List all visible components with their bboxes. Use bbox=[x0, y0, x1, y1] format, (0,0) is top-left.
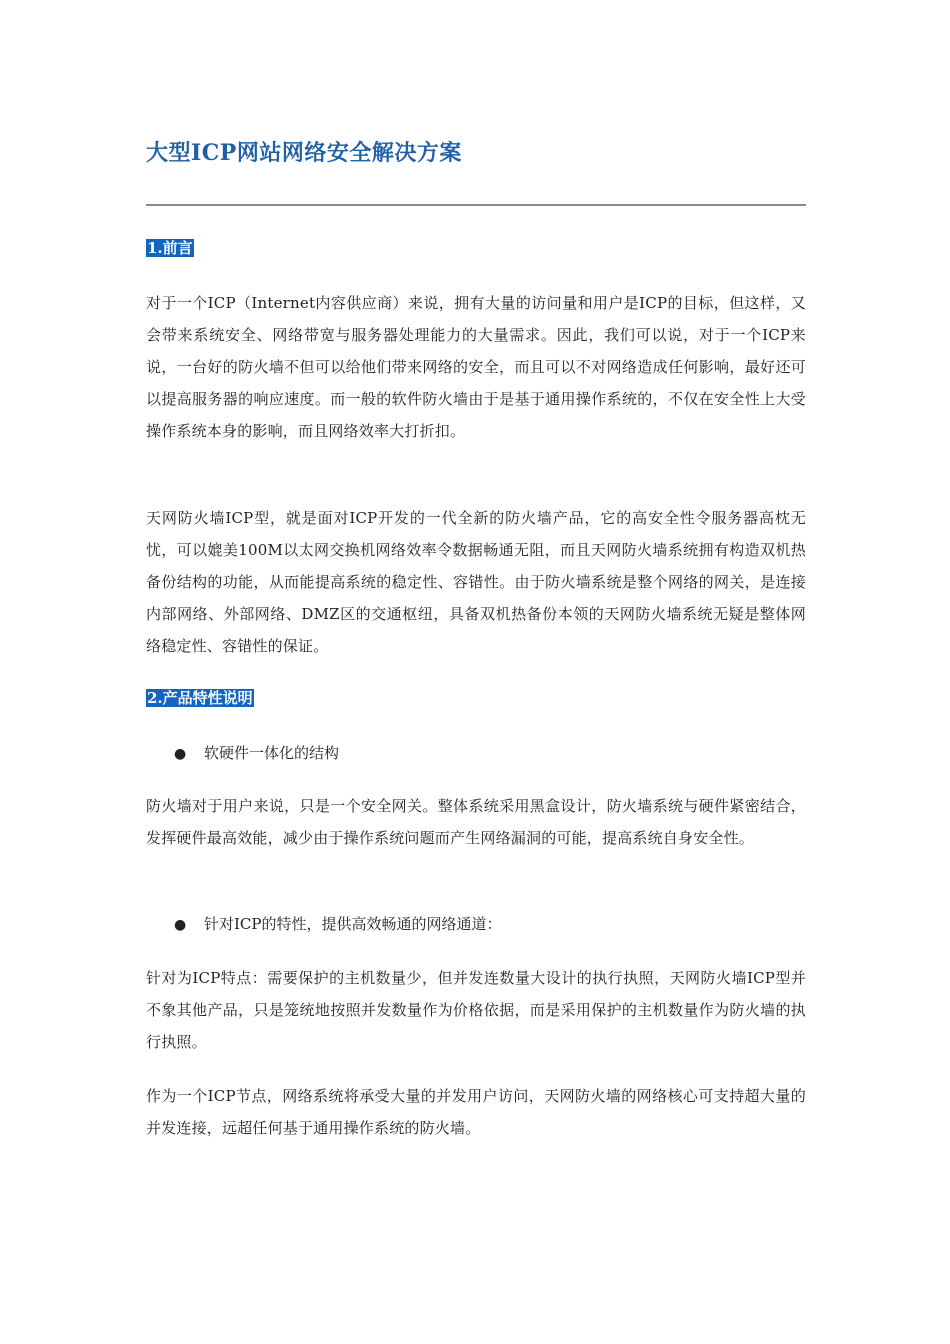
section-heading-preface bbox=[146, 238, 194, 258]
feature-bullet-2-text: 针对ICP的特性，提供高效畅通的网络通道： bbox=[204, 915, 502, 933]
section-heading-features-label: 2.产品特性说明 bbox=[147, 689, 253, 707]
feature-bullet-2 bbox=[174, 912, 502, 937]
bullet-dot-icon: ● bbox=[174, 917, 187, 933]
features-paragraph-3: 作为一个ICP节点，网络系统将承受大量的并发用户访问，天网防火墙的网络核心可支持超大量的并发连接，远超任何基于通用操作系统的防火墙。 bbox=[146, 1087, 806, 1137]
title-divider bbox=[146, 204, 806, 206]
feature-bullet-1-text: 软硬件一体化的结构 bbox=[204, 744, 340, 762]
features-paragraph-2: 针对为ICP特点：需要保护的主机数量少，但并发连数量大设计的执行执照，天网防火墙ICP型并不象其他产品，只是笼统地按照并发数量作为价格依据，而是采用保护的主机数量作为防火墙的执行执照。 bbox=[146, 969, 806, 1051]
feature-bullet-1 bbox=[174, 741, 339, 766]
preface-paragraph-1: 对于一个ICP（Internet内容供应商）来说，拥有大量的访问量和用户是ICP的目标，但这样，又会带来系统安全、网络带宽与服务器处理能力的大量需求。因此，我们可以说，对于一个ICP来说，一台好的防火墙不但可以给他们带来网络的安全，而且可以不对网络造成任何影响，最好还可以提高服务器的响应速度。而一般的软件防火墙由于是基于通用操作系统的，不仅在安全性上大受操作系统本身的影响，而且网络效率大打折扣。 bbox=[146, 294, 806, 440]
preface-paragraph-2: 天网防火墙ICP型，就是面对ICP开发的一代全新的防火墙产品，它的高安全性令服务器高枕无忧，可以媲美100M以太网交换机网络效率令数据畅通无阻，而且天网防火墙系统拥有构造双机热备份结构的功能，从而能提高系统的稳定性、容错性。由于防火墙系统是整个网络的网关，是连接内部网络、外部网络、DMZ区的交通枢纽，具备双机热备份本领的天网防火墙系统无疑是整体网络稳定性、容错性的保证。 bbox=[146, 509, 806, 655]
features-paragraph-1: 防火墙对于用户来说，只是一个安全网关。整体系统采用黑盒设计，防火墙系统与硬件紧密结合，发挥硬件最高效能，减少由于操作系统问题而产生网络漏洞的可能，提高系统自身安全性。 bbox=[146, 797, 806, 847]
document-title: 大型ICP网站网络安全解决方案 bbox=[146, 140, 462, 166]
section-heading-preface-label: 1.前言 bbox=[147, 239, 193, 257]
section-heading-features bbox=[146, 688, 254, 708]
bullet-dot-icon: ● bbox=[174, 746, 187, 762]
